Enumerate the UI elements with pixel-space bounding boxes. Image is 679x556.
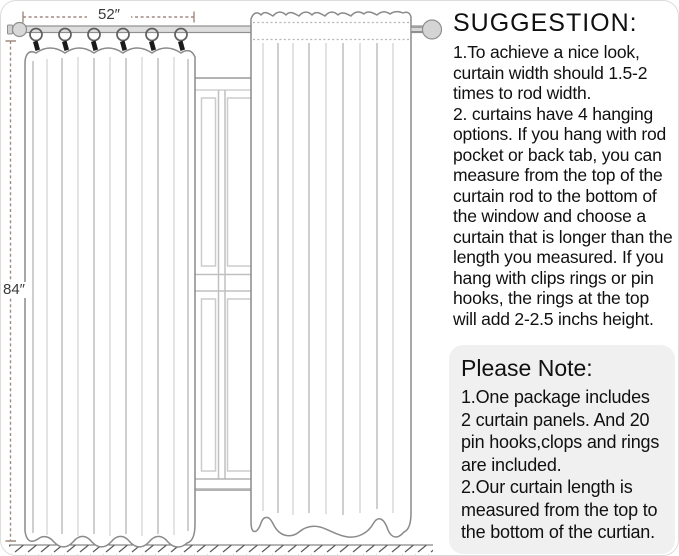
please-note-box <box>449 345 675 554</box>
finial-cap-left <box>8 25 13 34</box>
note-item-2: 2.Our curtain length is measured from the top to the bottom of the curtian. <box>461 477 658 542</box>
finial-ball-right <box>423 20 442 39</box>
note-item-1: 1.One package includes 2 curtain panels. And 20 pin hooks,clops and rings are included. <box>461 387 660 475</box>
floor-hatch <box>9 545 433 556</box>
pin-clip <box>178 41 185 52</box>
rod-width-label: 52″ <box>87 7 131 23</box>
pin-clip <box>33 41 40 52</box>
suggestion-section <box>453 9 676 329</box>
curtain-diagram-svg <box>1 1 446 556</box>
pin-clip <box>149 41 156 52</box>
suggestion-item-2: 2. curtains have 4 hanging options. If you hang with rod pocket or back tab, you can measure from the top of the curtain rod to the bottom of the window and choose a curtain that is longer than the length you measured. If you hang with clips rings or pin hooks, the rings at the top will add 2-2.5 inchs height. <box>453 103 673 329</box>
suggestion-item-1: 1.To achieve a nice look, curtain width should 1.5-2 times to rod width. <box>453 42 648 103</box>
pin-clip <box>120 41 127 52</box>
suggestion-title: SUGGESTION: <box>453 9 638 37</box>
pin-clip <box>62 41 69 52</box>
left-curtain-panel <box>25 48 195 547</box>
pin-clip <box>91 41 98 52</box>
right-curtain-panel <box>251 12 411 538</box>
finial-ball-left <box>13 23 27 37</box>
curtain-length-label: 84″ <box>3 281 25 298</box>
curtain-diagram <box>1 1 446 556</box>
please-note-title: Please Note: <box>461 355 593 381</box>
finial-right <box>411 20 442 39</box>
